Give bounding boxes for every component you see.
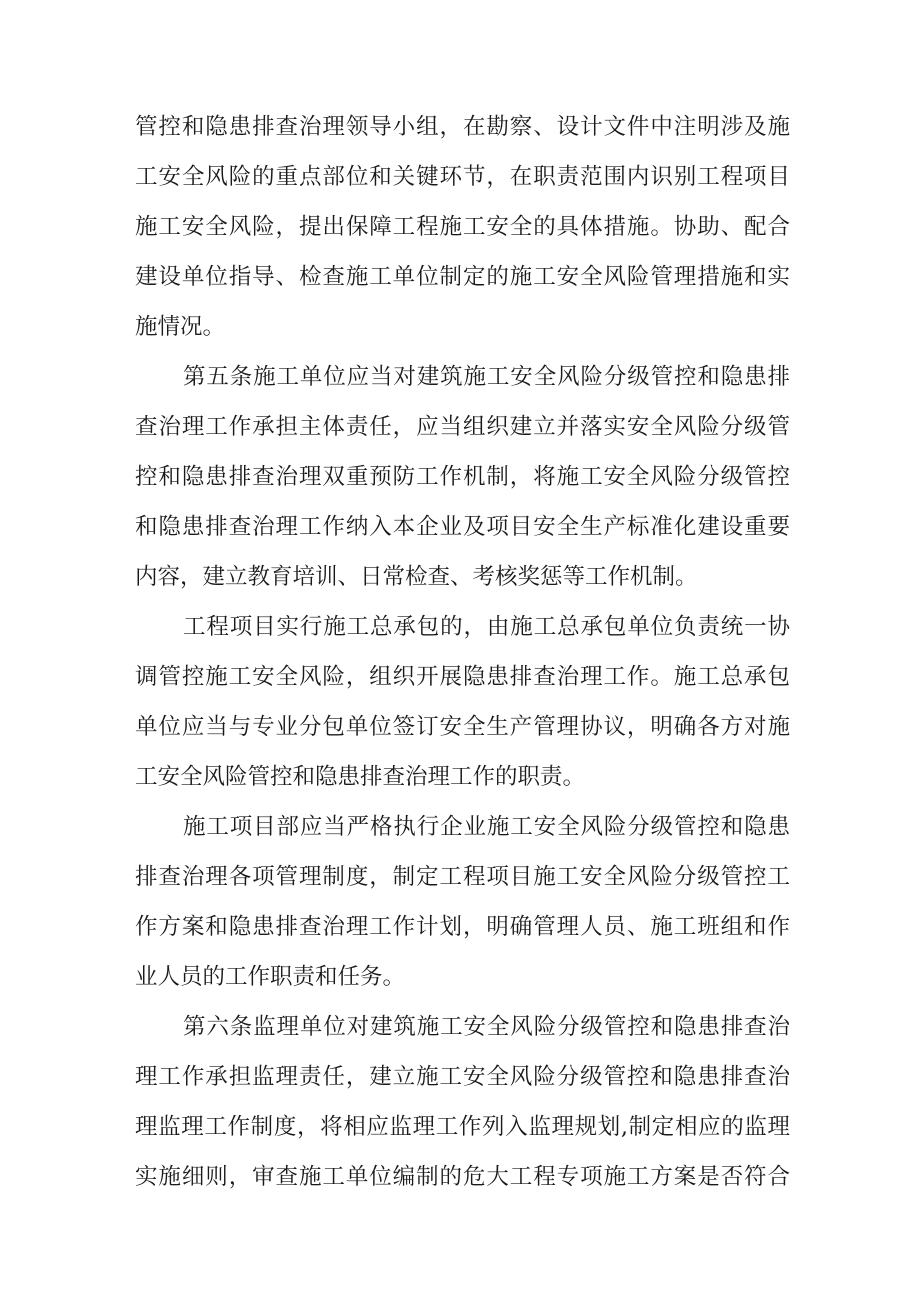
text-line: 调管控施工安全风险，组织开展隐患排查治理工作。施工总承包 [135,664,790,690]
paragraph-project-dept-start: 施工项目部应当严格执行企业施工安全风险分级管控和隐患 [183,814,790,840]
text-line: 管控和隐患排查治理领导小组，在勘察、设计文件中注明涉及施 [135,114,790,140]
paragraph-contracting-start: 工程项目实行施工总承包的，由施工总承包单位负责统一协 [183,614,790,640]
text-line: 施工安全风险，提出保障工程施工安全的具体措施。协助、配合 [135,214,790,240]
text-line: 理监理工作制度，将相应监理工作列入监理规划,制定相应的监理 [135,1114,790,1140]
text-line: 施情况。 [135,314,226,340]
text-line: 工安全风险的重点部位和关键环节，在职责范围内识别工程项目 [135,164,790,190]
text-line: 理工作承担监理责任，建立施工安全风险分级管控和隐患排查治 [135,1064,790,1090]
text-line: 建设单位指导、检查施工单位制定的施工安全风险管理措施和实 [135,264,790,290]
text-line: 业人员的工作职责和任务。 [135,964,406,990]
text-line: 单位应当与专业分包单位签订安全生产管理协议，明确各方对施 [135,714,790,740]
paragraph-article-6-start: 第六条监理单位对建筑施工安全风险分级管控和隐患排查治 [183,1014,790,1040]
text-line: 工安全风险管控和隐患排查治理工作的职责。 [135,764,586,790]
text-line: 查治理工作承担主体责任，应当组织建立并落实安全风险分级管 [135,414,790,440]
text-line: 作方案和隐患排查治理工作计划，明确管理人员、施工班组和作 [135,914,790,940]
text-line: 内容，建立教育培训、日常检查、考核奖惩等工作机制。 [135,564,698,590]
text-line: 排查治理各项管理制度，制定工程项目施工安全风险分级管控工 [135,864,790,890]
text-line: 实施细则，审查施工单位编制的危大工程专项施工方案是否符合 [135,1164,790,1190]
paragraph-article-5-start: 第五条施工单位应当对建筑施工安全风险分级管控和隐患排 [183,364,790,390]
text-line: 和隐患排查治理工作纳入本企业及项目安全生产标准化建设重要 [135,514,790,540]
text-line: 控和隐患排查治理双重预防工作机制，将施工安全风险分级管控 [135,464,790,490]
